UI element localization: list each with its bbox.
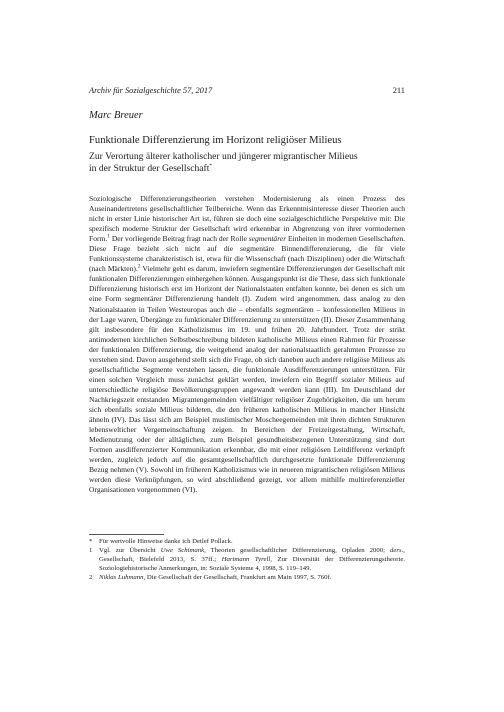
footnote-ref-2: 2: [137, 263, 141, 270]
footnote-ref-1: 1: [107, 233, 110, 240]
journal-page: [89, 0, 405, 712]
abstract-italic-term: segmentärer: [248, 234, 287, 244]
abstract-paragraph: [89, 194, 405, 495]
footnotes: [89, 538, 405, 583]
cited-author: Uwe Schimank: [160, 547, 205, 555]
footnote-divider: [89, 534, 164, 535]
subtitle-footnote-mark: *: [209, 162, 213, 169]
cited-author: ders.: [389, 547, 404, 555]
abstract-text-1: Soziologische Differenzierungstheorien verstehen Modernisierung als einen Prozess des Auseinandertretens gesellschaftlicher Teilbereiche. Wenn das Erkenntnisinteresse dieser Theorien auch nicht in erster Linie historischer Art ist, führen sie doch eine sozialgeschichtliche Perspektive mit: Die spezifisch moderne Struktur der Gesellschaft wird erkennbar in Abgrenzung von ihrer vormodernen Form.: [89, 194, 405, 244]
footnote-text-part: , Die Gesellschaft der Gesellschaft, Frankfurt am Main 1997, S. 760f.: [143, 573, 332, 581]
footnote-mark: 1: [89, 547, 93, 555]
article-title: Funktionale Differenzierung im Horizont religiöser Milieus: [89, 135, 342, 146]
footnote-text-part: , Theorien gesellschaftlicher Differenzierung, Opladen 2000;: [204, 547, 390, 555]
abstract-text-2: Der vorliegende Beitrag fragt nach der Rolle: [109, 234, 249, 244]
footnote-text-part: , Zur Diversität der Differenzierungstheorie. Soziologiehistorische Anmerkungen, in: Soziale Systeme 4, 1998, S. 119–149.: [99, 555, 406, 572]
subtitle-line-1: Zur Verortung älterer katholischer und jüngerer migrantischer Milieus: [89, 151, 358, 162]
footnote-mark: 2: [89, 573, 93, 581]
article-subtitle: [89, 151, 405, 175]
abstract-text-4: Vielmehr geht es darum, inwiefern segmentäre Differenzierungen der Gesellschaft mit funktionalen Differenzierungen einhergehen können. Ausgangspunkt ist die These, dass sich funktionale Differenzierung historisch erst im Horizont der Nationalstaaten entfalten konnte, bei denen es sich um eine Form segmentärer Differenzierung handelt (I). Zudem wird angenommen, dass analog zu den Nationalstaaten in Teilen Westeuropas auch die – ebenfalls segmentären – konfessionellen Milieus in der Lage waren, Übergänge zu funktionaler Differenzierung zu unterstützen (II). Dieser Zusammenhang gilt insbesondere für den Katholizismus im 19. und frühen 20. Jahrhundert. Trotz der strikt antimodernen kirchlichen Selbstbeschreibung bildeten katholische Milieus einen Rahmen für Prozesse der funktionalen Differenzierung, die weitgehend analog der nationalstaatlich gerahmten Prozesse zu verstehen sind. Davon ausgehend stellt sich die Frage, ob sich daneben auch andere religiöse Milieus als gesellschaftliche Segmente verstehen lassen, die funktionale Ausdifferenzierungen unterstützen. Für einen solchen Vergleich muss zunächst geklärt werden, inwiefern ein Begriff sozialer Milieus auf unterschiedliche religiöse Bevölkerungsgruppen angewandt werden kann (III). Im Deutschland der Nachkriegszeit entstanden Migrantengemeinden vielfältiger religiöser Zugehörigkeiten, die um herum sich ebenfalls soziale Milieus bildeten, die den früheren katholischen Milieus in mancher Hinsicht ähneln (IV). Das lässt sich am Beispiel muslimischer Moscheegemeinden mit ihren dichten Strukturen lebenswelticher Vergemeinschaftung zeigen. In Bereichen der Freizeitgestaltung, Wirtschaft, Medienutzung oder der alltäglichen, zum Beispiel gesundheitsbezogenen Unterstützung sind dort Formen ausdifferenzierter Kommunikation erkennbar, die mit einer religiösen Leitdifferenz verknüpft werden, zugleich jedoch auf die gesamtgesellschaftlich durchgesetzte funktionale Differenzierung Bezug nehmen (V). Sowohl im früheren Katholizismus wie in neueren migrantischen religiösen Milieus werden diese Verknüpfungen, so wird abschließend gezeigt, vor allem mithilfe multireferenzieller Organisationen vorgenommen (VI).: [89, 264, 405, 495]
footnote-text: [99, 547, 405, 573]
footnote-item: [89, 547, 405, 573]
cited-author: Niklas Luhmann: [99, 573, 144, 581]
journal-citation: Archiv für Sozialgeschichte 57, 2017: [89, 86, 213, 95]
page-number: 211: [392, 86, 405, 95]
footnote-item: [89, 538, 405, 547]
footnote-text: [99, 574, 405, 583]
article-author: Marc Breuer: [89, 110, 143, 121]
running-head: [89, 86, 405, 95]
subtitle-line-2: in der Struktur der Gesellschaft: [89, 162, 210, 174]
footnote-mark: *: [89, 538, 93, 545]
footnote-text-part: Vgl. zur Übersicht: [99, 547, 161, 555]
footnote-text: Für wertvolle Hinweise danke ich Detlef Pollack.: [99, 538, 233, 545]
abstract-text-3: Einheiten in modernen Gesellschaften. Diese Frage bezieht sich nicht auf die segmentäre Binnendifferenzierung, die für viele Funktionssysteme charakteristisch ist, etwa für die Wissenschaft (nach Disziplinen) oder die Wirtschaft (nach Märkten).: [89, 234, 405, 274]
footnote-item: [89, 574, 405, 583]
footnote-text-part: , Gesellschaft, Bielefeld 2013, S. 37ff.;: [99, 547, 405, 563]
title-block: [89, 134, 405, 175]
cited-author: Hartmann Tyrell: [221, 555, 271, 563]
